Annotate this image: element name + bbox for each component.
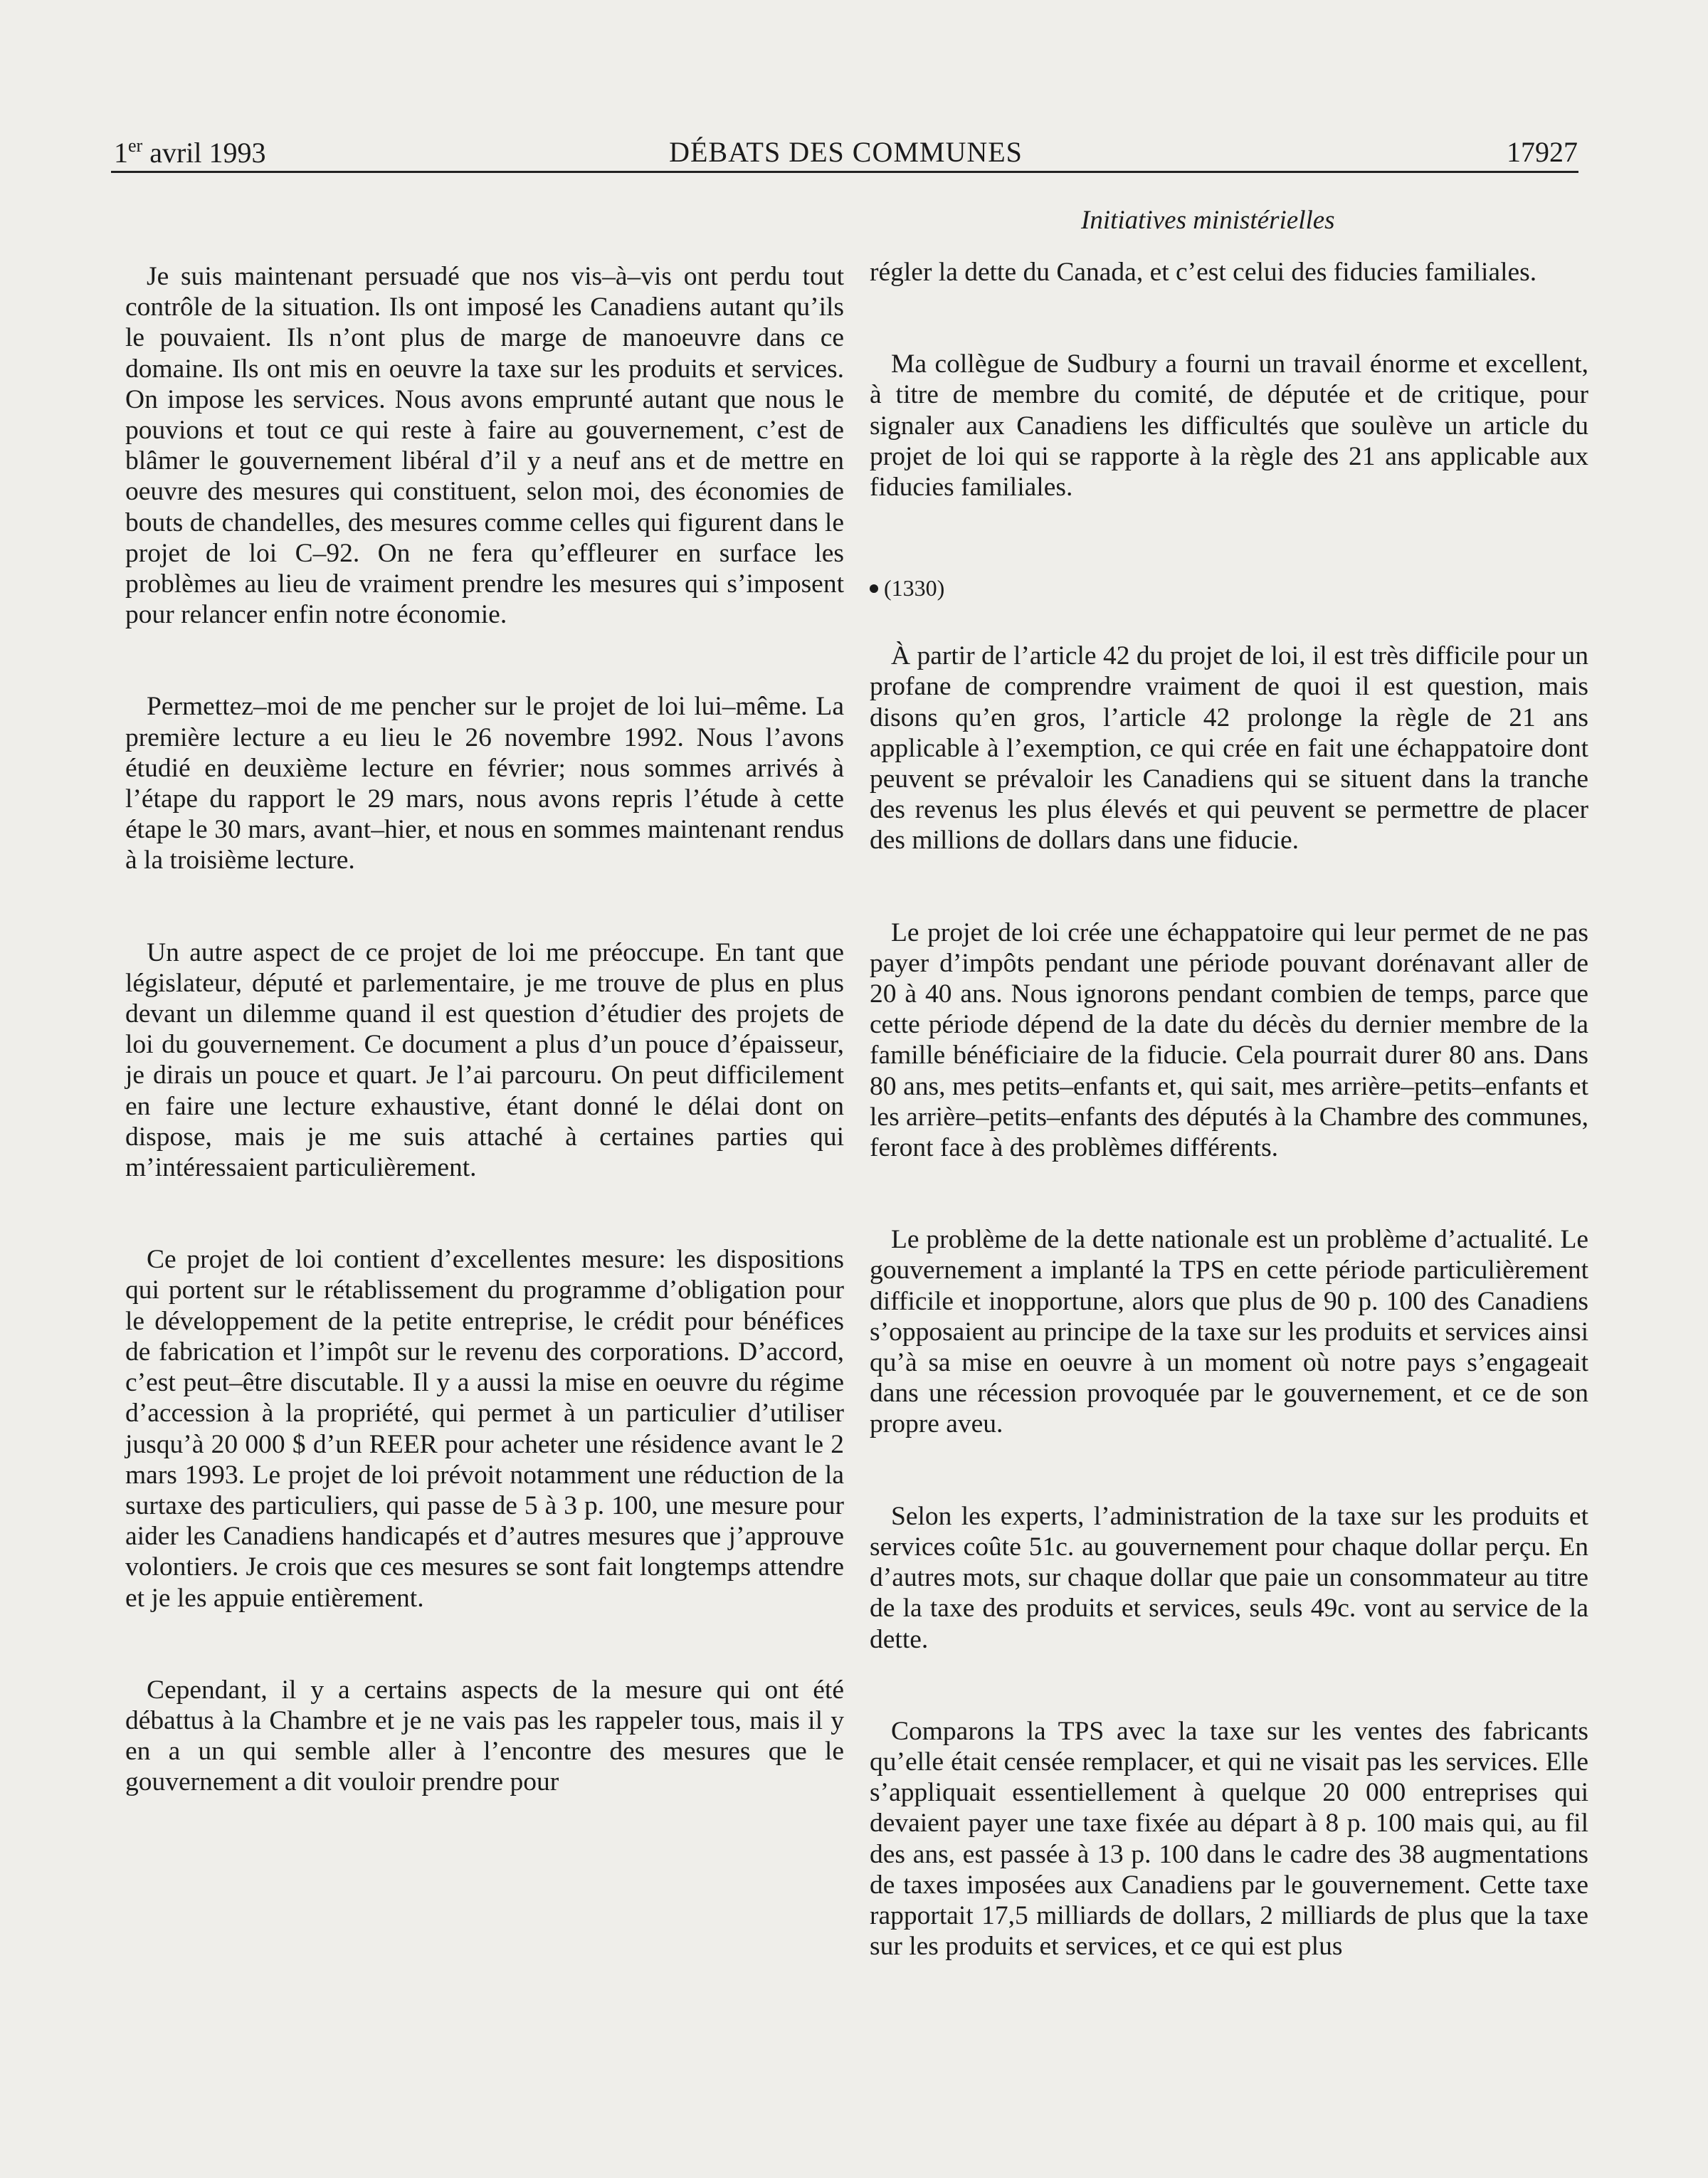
continued-paragraph: régler la dette du Canada, et c’est celui des fiducies familiales. xyxy=(870,258,1537,287)
paragraph: Ma collègue de Sudbury a fourni un travail énorme et excellent, à titre de membre du comité, de députée et de critique, pour signaler aux Canadiens les difficultés que soulève un article du projet de loi qui se rapporte à la règle des 21 ans applicable aux fiducies familiales. xyxy=(870,349,1588,503)
paragraph: Je suis maintenant persuadé que nos vis–à–vis ont perdu tout contrôle de la situation. Ils ont imposé les Canadiens autant qu’ils le pouvaient. Ils n’ont plus de marge de manoeuvre dans ce domaine. Ils ont mis en oeuvre la taxe sur les produits et services. On impose les services. Nous avons emprunté autant que nous le pouvions et tout ce qui reste à faire au gouvernement, c’est de blâmer le gouvernement libéral d’il y a neuf ans et de mettre en oeuvre des mesures qui constituent, selon moi, des économies de bouts de chandelles, des mesures comme celles qui figurent dans le projet de loi C–92. On ne fera qu’effleurer en surface les problèmes au lieu de vraiment prendre les mesures qui s’imposent pour relancer enfin notre économie. xyxy=(125,262,844,630)
paragraph: Selon les experts, l’administration de la taxe sur les produits et services coûte 51c. au gouvernement pour chaque dollar perçu. En d’autres mots, sur chaque dollar que paie un consommateur au titre de la taxe des produits et services, seuls 49c. vont au service de la dette. xyxy=(870,1501,1588,1654)
paragraph: Ce projet de loi contient d’excellentes mesure: les dispositions qui portent sur le rétablissement du programme d’obligation pour le développement de la petite entreprise, le crédit pour bénéfices de fabrication et l’impôt sur le revenu des corporations. D’accord, c’est peut–être discutable. Il y a aussi la mise en oeuvre du régime d’accession à la propriété, qui permet à un particulier d’utiliser jusqu’à 20 000 $ d’un REER pour acheter une résidence avant le 2 mars 1993. Le projet de loi prévoit notamment une réduction de la surtaxe des particuliers, qui passe de 5 à 3 p. 100, une mesure pour aider les Canadiens handicapés et d’autres mesures que j’approuve volontiers. Je crois que ces mesures se sont fait longtemps attendre et je les appuie entièrement. xyxy=(125,1245,844,1613)
journal-title: DÉBATS DES COMMUNES xyxy=(669,136,1023,168)
page-header xyxy=(114,131,1578,171)
paragraph: Comparons la TPS avec la taxe sur les ventes des fabricants qu’elle était censée remplacer, et qui ne visait pas les services. Elle s’appliquait essentiellement à quelque 20 000 entreprises qui devaient payer une taxe fixée au départ à 8 p. 100 mais qui, au fil des ans, est passée à 13 p. 100 dans le cadre des 38 augmentations de taxes imposées aux Canadiens par le gouvernement. Cette taxe rapportait 17,5 milliards de dollars, 2 milliards de plus que la taxe sur les produits et services, et ce qui est plus xyxy=(870,1716,1588,1962)
header-date: 1er avril 1993 xyxy=(114,135,266,169)
paragraph: Le projet de loi crée une échappatoire qui leur permet de ne pas payer d’impôts pendant une période pouvant dorénavant aller de 20 à 40 ans. Nous ignorons pendant combien de temps, parce que cette période dépend de la date du décès du dernier membre de la famille bénéficiaire de la fiducie. Cela pourrait durer 80 ans. Dans 80 ans, mes petits–enfants et, qui sait, mes arrière–petits–enfants et les arrière–petits–enfants des députés à la Chambre des communes, feront face à des problèmes différents. xyxy=(870,917,1588,1163)
left-column xyxy=(125,261,844,1859)
paragraph: Permettez–moi de me pencher sur le projet de loi lui–même. La première lecture a eu lieu le 26 novembre 1992. Nous l’avons étudié en deuxième lecture en février; nous sommes arrivés à l’étape du rapport le 29 mars, nous avons repris l’étude à cette étape le 30 mars, avant–hier, et nous en sommes maintenant rendus à la troisième lecture. xyxy=(125,692,844,875)
section-title: Initiatives ministérielles xyxy=(1081,206,1335,235)
paragraph: Cependant, il y a certains aspects de la mesure qui ont été débattus à la Chambre et je ne vais pas les rappeler tous, mais il y en a un qui semble aller à l’encontre des mesures que le gouvernement a dit vouloir prendre pour xyxy=(125,1675,844,1797)
time-marker: (1330) xyxy=(870,574,1588,602)
paragraph: Un autre aspect de ce projet de loi me préoccupe. En tant que législateur, député et parlementaire, je me trouve de plus en plus devant un dilemme quand il est question d’étudier des projets de loi du gouvernement. Ce document a plus d’un pouce d’épaisseur, je dirais un pouce et quart. Je l’ai parcouru. On peut difficilement en faire une lecture exhaustive, étant donné le délai dont on dispose, mais je me suis attaché à certaines parties qui m’intéressaient particulièrement. xyxy=(125,937,844,1183)
header-rule xyxy=(111,171,1578,173)
paragraph: Le problème de la dette nationale est un problème d’actualité. Le gouvernement a implanté la TPS en cette période particulièrement difficile et inopportune, alors que plus de 90 p. 100 des Canadiens s’opposaient au principe de la taxe sur les produits et services ainsi qu’à sa mise en oeuvre à un moment où notre pays s’engageait dans une récession provoquée par le gouvernement, et ce de son propre aveu. xyxy=(870,1225,1588,1439)
page-number: 17927 xyxy=(1507,136,1578,168)
right-column xyxy=(870,257,1588,2023)
bullet-icon xyxy=(870,584,878,593)
paragraph: À partir de l’article 42 du projet de loi, il est très difficile pour un profane de comprendre vraiment de quoi il est question, mais disons qu’en gros, l’article 42 prolonge la règle de 21 ans applicable à l’exemption, ce qui crée en fait une échappatoire dont peuvent se prévaloir les Canadiens qui se situent dans la tranche des revenus les plus élevés et qui peuvent se permettre de placer des millions de dollars dans une fiducie. xyxy=(870,641,1588,856)
